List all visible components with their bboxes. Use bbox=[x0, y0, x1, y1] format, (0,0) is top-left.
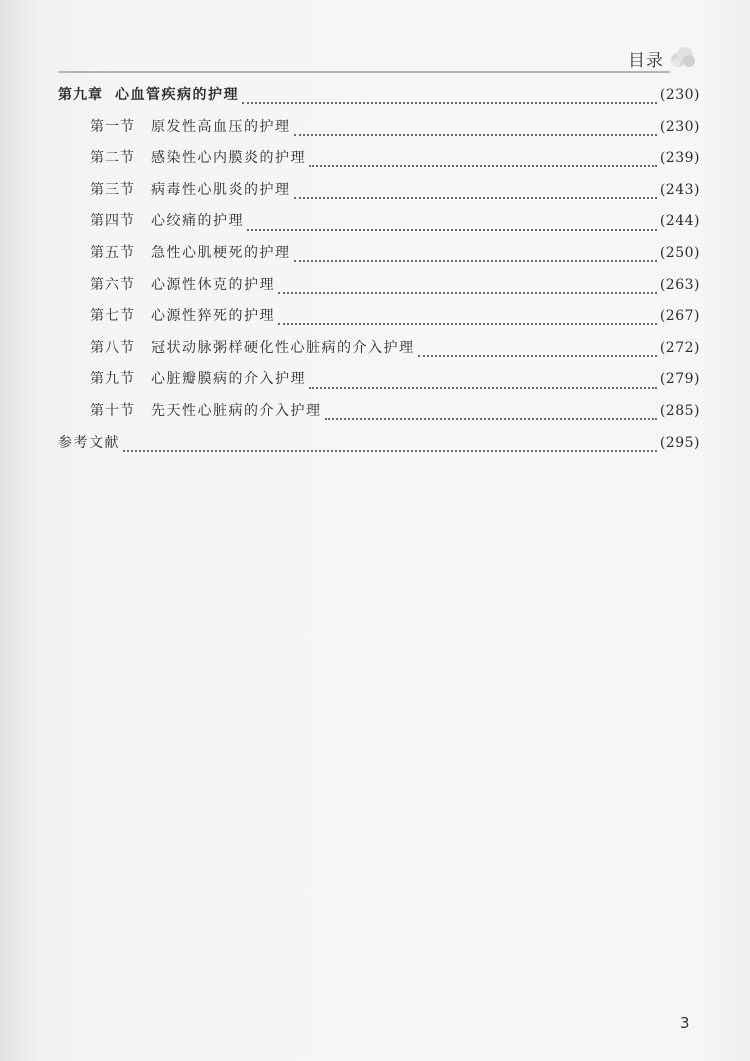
toc-entry-title: 感染性心内膜炎的护理 bbox=[151, 150, 306, 167]
toc-entry-title: 心绞痛的护理 bbox=[151, 213, 244, 230]
toc-entry-title: 心血管疾病的护理 bbox=[115, 87, 239, 103]
toc-section-row[interactable] bbox=[58, 305, 700, 337]
dot-leader bbox=[309, 386, 657, 389]
toc-entry-page: (239) bbox=[659, 150, 700, 167]
header-rule bbox=[58, 71, 670, 73]
dot-leader bbox=[294, 133, 657, 136]
toc-section-row[interactable] bbox=[58, 116, 700, 148]
toc-references-row[interactable] bbox=[58, 432, 700, 464]
dot-leader bbox=[278, 291, 657, 294]
toc-section-row[interactable] bbox=[58, 242, 700, 274]
toc-section-row[interactable] bbox=[58, 147, 700, 179]
dot-leader bbox=[294, 259, 657, 262]
toc-section-row[interactable] bbox=[58, 274, 700, 306]
toc-entry-title: 冠状动脉粥样硬化性心脏病的介入护理 bbox=[151, 339, 415, 356]
toc-entry-page: (244) bbox=[659, 213, 700, 230]
dot-leader bbox=[123, 449, 657, 452]
toc-entry-title: 心源性猝死的护理 bbox=[151, 308, 275, 325]
dot-leader bbox=[242, 101, 657, 104]
toc-entry-title: 急性心肌梗死的护理 bbox=[151, 244, 291, 261]
dot-leader bbox=[418, 354, 657, 357]
header-title: 目录 bbox=[628, 51, 664, 71]
dot-leader bbox=[309, 164, 657, 167]
toc-entry-page: (250) bbox=[659, 244, 700, 261]
toc-entry-number: 第一节 bbox=[90, 118, 135, 135]
toc-entry-page: (243) bbox=[659, 181, 700, 198]
toc-entry-page: (295) bbox=[659, 434, 700, 451]
toc-entry-number: 第三节 bbox=[90, 181, 135, 198]
toc-entry-title: 原发性高血压的护理 bbox=[151, 118, 291, 135]
dot-leader bbox=[325, 417, 657, 420]
toc-entry-number: 第十节 bbox=[90, 402, 135, 419]
toc-section-row[interactable] bbox=[58, 337, 700, 369]
toc-entry-title: 心源性休克的护理 bbox=[151, 276, 275, 293]
page-number: 3 bbox=[680, 1014, 690, 1032]
table-of-contents bbox=[58, 84, 700, 463]
toc-entry-number: 第四节 bbox=[90, 213, 135, 230]
toc-section-row[interactable] bbox=[58, 368, 700, 400]
page-header bbox=[58, 40, 700, 75]
toc-entry-number: 第六节 bbox=[90, 276, 135, 293]
toc-chapter-row[interactable] bbox=[58, 84, 700, 116]
toc-entry-number: 第二节 bbox=[90, 150, 135, 167]
toc-entry-page: (263) bbox=[659, 276, 700, 293]
toc-entry-page: (285) bbox=[659, 402, 700, 419]
toc-entry-page: (230) bbox=[659, 118, 700, 135]
dot-leader bbox=[278, 322, 657, 325]
toc-entry-page: (267) bbox=[659, 308, 700, 325]
cloud-ornament-icon bbox=[668, 44, 696, 70]
toc-entry-number: 第八节 bbox=[90, 339, 135, 356]
toc-entry-number: 第七节 bbox=[90, 308, 135, 325]
toc-entry-page: (272) bbox=[659, 339, 700, 356]
dot-leader bbox=[247, 228, 657, 231]
toc-section-row[interactable] bbox=[58, 179, 700, 211]
toc-entry-title: 参考文献 bbox=[58, 434, 120, 451]
toc-entry-title: 心脏瓣膜病的介入护理 bbox=[151, 371, 306, 388]
toc-entry-page: (230) bbox=[659, 87, 700, 103]
toc-section-row[interactable] bbox=[58, 210, 700, 242]
dot-leader bbox=[294, 196, 657, 199]
toc-entry-title: 先天性心脏病的介入护理 bbox=[151, 402, 322, 419]
toc-section-row[interactable] bbox=[58, 400, 700, 432]
toc-entry-number: 第五节 bbox=[90, 244, 135, 261]
toc-entry-page: (279) bbox=[659, 371, 700, 388]
toc-entry-number: 第九章 bbox=[58, 87, 103, 103]
toc-entry-number: 第九节 bbox=[90, 371, 135, 388]
toc-entry-title: 病毒性心肌炎的护理 bbox=[151, 181, 291, 198]
